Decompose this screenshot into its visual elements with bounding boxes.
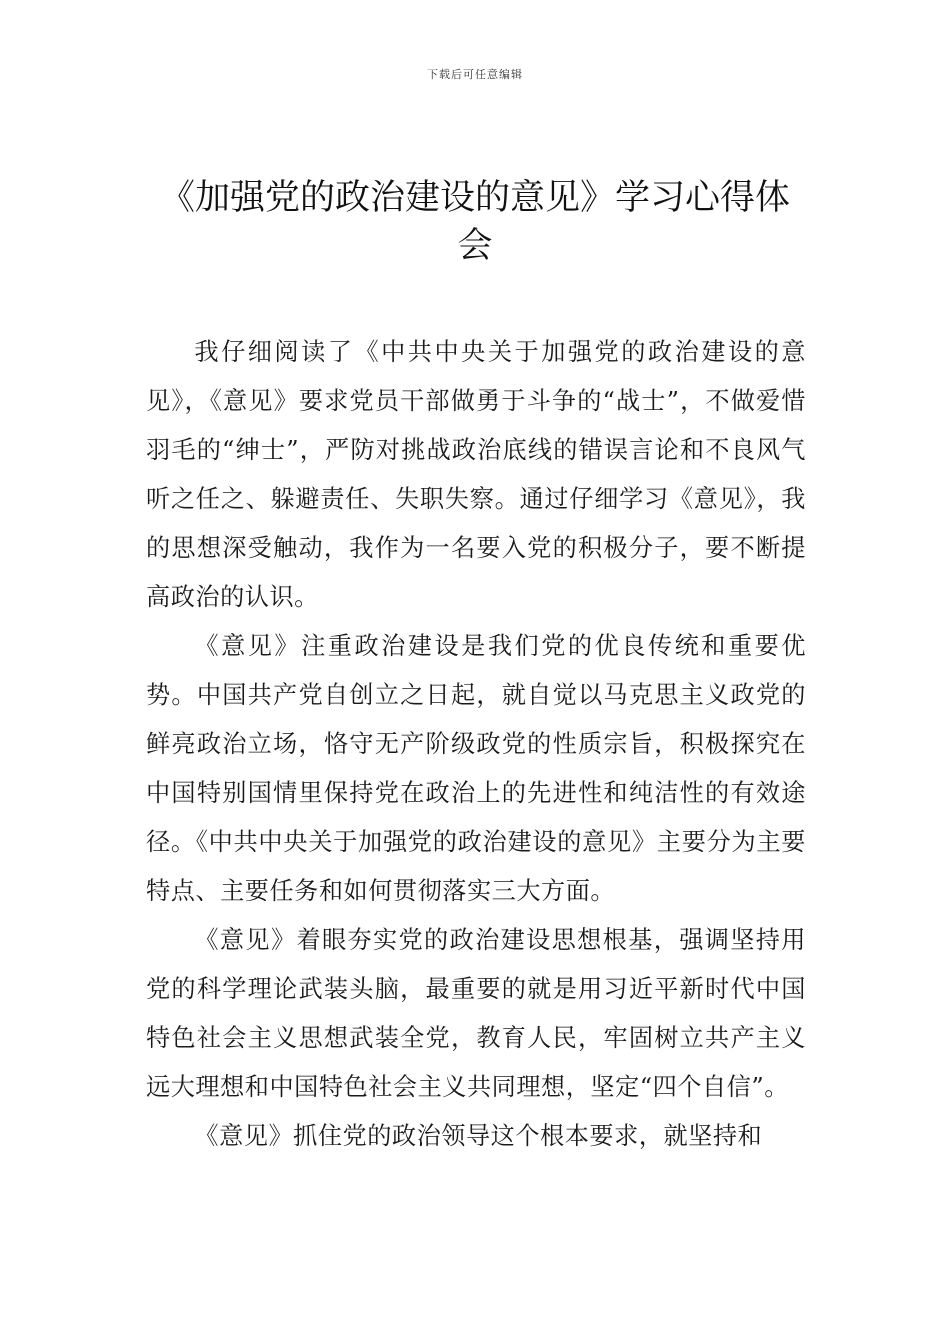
document-title: 《加强党的政治建设的意见》学习心得体会 bbox=[159, 178, 790, 266]
paragraph-1: 我仔细阅读了《中共中央关于加强党的政治建设的意见》，《意见》要求党员干部做勇于斗争的“战士”，不做爱惜羽毛的“绅士”，严防对挑战政治底线的错误言论和不良风气听之任之、躲避责任、失职失察。通过仔细学习《意见》，我的思想深受触动，我作为一名要入党的积极分子，要不断提高政治的认识。 bbox=[146, 338, 806, 611]
paragraph-4: 《意见》抓住党的政治领导这个根本要求，就坚持和 bbox=[194, 1122, 763, 1150]
document-body bbox=[146, 328, 806, 1248]
paragraph-2: 《意见》注重政治建设是我们党的优良传统和重要优势。中国共产党自创立之日起，就自觉以马克思主义政党的鲜亮政治立场，恪守无产阶级政党的性质宗旨，积极探究在中国特别国情里保持党在政治上的先进性和纯洁性的有效途径。《中共中央关于加强党的政治建设的意见》主要分为主要特点、主要任务和如何贯彻落实三大方面。 bbox=[146, 632, 806, 905]
paragraph-3: 《意见》着眼夯实党的政治建设思想根基，强调坚持用党的科学理论武装头脑，最重要的就是用习近平新时代中国特色社会主义思想武装全党，教育人民，牢固树立共产主义远大理想和中国特色社会主义共同理想，坚定“四个自信”。 bbox=[146, 926, 806, 1101]
header-note: 下载后可任意编辑 bbox=[427, 68, 523, 81]
